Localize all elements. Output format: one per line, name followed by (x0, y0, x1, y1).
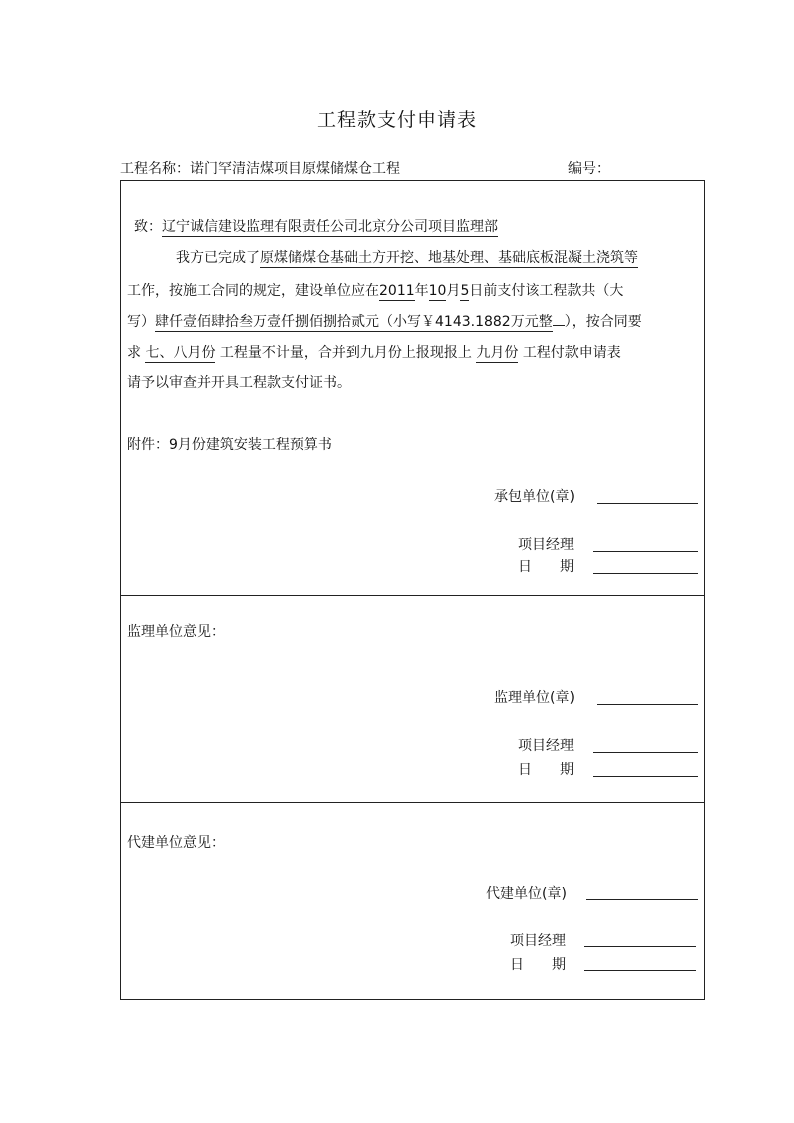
supervisor-date-blank (593, 776, 698, 777)
body-text: 日前支付该工程款共（大 (469, 283, 624, 299)
contractor-manager-blank (593, 551, 698, 552)
agent-opinion-label: 代建单位意见： (127, 835, 225, 851)
body-text: ），按合同要 (564, 314, 642, 330)
supervisor-seal-blank (597, 704, 698, 705)
supervisor-opinion-label: 监理单位意见： (127, 624, 225, 640)
contractor-date-blank (593, 573, 698, 574)
contractor-seal-label: 承包单位(章) (494, 489, 575, 505)
addressee-label: 致： (134, 219, 162, 235)
month-unit: 月 (446, 283, 461, 299)
body-text: 工作，按施工合同的规定，建设单位应在 (127, 283, 379, 299)
amount-underline-tail (553, 324, 565, 326)
period-excluded: 七、八月份 (145, 345, 216, 361)
agent-manager-label: 项目经理 (510, 933, 566, 949)
agent-date-blank (584, 970, 696, 971)
payment-month: 10 (428, 283, 447, 299)
body-prefix: 我方已完成了 (176, 250, 260, 266)
body-text: 工程量不计量，合并到九月份上报现报上 (219, 345, 472, 361)
contractor-date-label: 日 期 (518, 559, 574, 575)
project-name: 诺门罕清洁煤项目原煤储煤仓工程 (190, 161, 400, 177)
section-divider-2 (120, 802, 705, 803)
agent-manager-blank (584, 946, 696, 947)
addressee-line (134, 218, 498, 236)
year-unit: 年 (414, 283, 429, 299)
form-table (120, 180, 705, 1000)
supervisor-date-label: 日 期 (518, 762, 574, 778)
body-line-5: 请予以审查并开具工程款支付证书。 (127, 375, 351, 391)
form-title: 工程款支付申请表 (316, 109, 477, 131)
supervisor-manager-blank (593, 752, 698, 753)
addressee-org: 辽宁诚信建设监理有限责任公司北京分公司项目监理部 (162, 219, 498, 235)
body-line-3 (127, 313, 642, 331)
body-line-1 (176, 249, 638, 267)
body-line-2 (127, 282, 623, 300)
amount-in-words: 肆仟壹佰肆拾叁万壹仟捌佰捌拾贰元（小写￥4143.1882万元整 (155, 314, 553, 330)
payment-day: 5 (460, 283, 470, 299)
agent-seal-blank (586, 899, 698, 900)
body-text: 求 (127, 345, 141, 361)
project-label: 工程名称： (120, 161, 190, 177)
agent-date-label: 日 期 (510, 957, 566, 973)
attachment-line: 附件：9月份建筑安装工程预算书 (127, 437, 332, 453)
supervisor-seal-label: 监理单位(章) (494, 690, 575, 706)
contractor-seal-blank (597, 503, 698, 504)
section-divider-1 (120, 595, 705, 596)
period-reported: 九月份 (476, 345, 519, 361)
completed-work: 原煤储煤仓基础土方开挖、地基处理、基础底板混凝土浇筑等 (260, 250, 638, 266)
body-line-4 (127, 344, 621, 362)
project-name-row (120, 158, 400, 178)
payment-year: 2011 (379, 283, 415, 299)
body-text: 写） (127, 314, 155, 330)
contractor-manager-label: 项目经理 (518, 537, 574, 553)
number-label: 编号： (568, 161, 610, 177)
supervisor-manager-label: 项目经理 (518, 738, 574, 754)
body-text: 工程付款申请表 (522, 345, 621, 361)
agent-seal-label: 代建单位(章) (486, 886, 567, 902)
